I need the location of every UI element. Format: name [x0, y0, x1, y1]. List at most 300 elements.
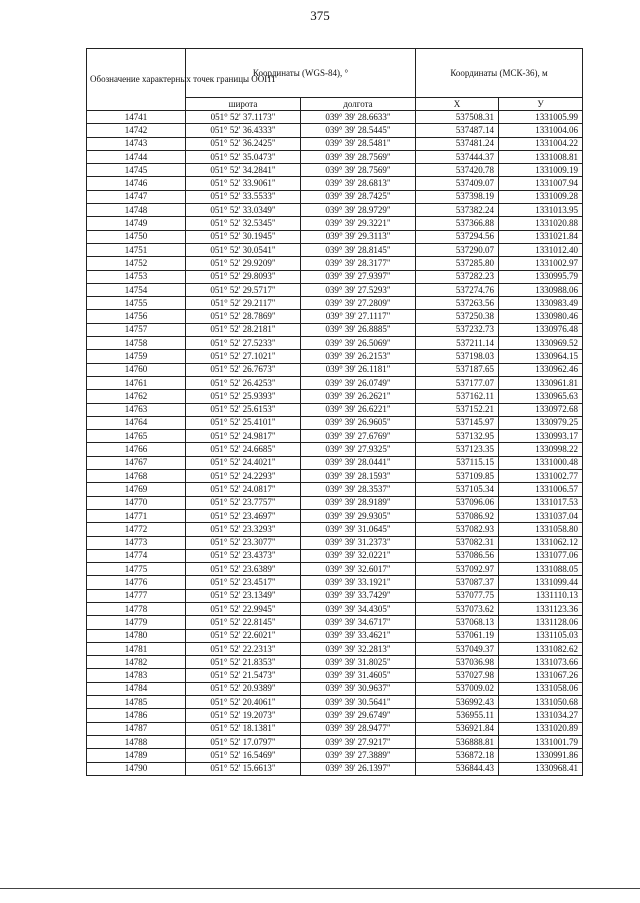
latitude-cell: 051° 52' 21.5473": [186, 669, 301, 682]
longitude-cell: 039° 39' 26.1181": [301, 363, 416, 376]
y-cell: 1330998.22: [499, 443, 583, 456]
latitude-cell: 051° 52' 27.5233": [186, 337, 301, 350]
point-id-cell: 14742: [87, 124, 186, 137]
table-row: [87, 270, 583, 283]
longitude-cell: 039° 39' 28.1593": [301, 470, 416, 483]
x-cell: 537086.92: [416, 509, 499, 522]
x-cell: 536992.43: [416, 696, 499, 709]
longitude-cell: 039° 39' 27.2809": [301, 297, 416, 310]
y-cell: 1330972.68: [499, 403, 583, 416]
x-cell: 537082.93: [416, 523, 499, 536]
point-id-cell: 14752: [87, 257, 186, 270]
table-row: [87, 376, 583, 389]
point-id-cell: 14763: [87, 403, 186, 416]
x-cell: 537263.56: [416, 297, 499, 310]
y-cell: 1331058.80: [499, 523, 583, 536]
point-id-cell: 14780: [87, 629, 186, 642]
latitude-cell: 051° 52' 33.9061": [186, 177, 301, 190]
longitude-cell: 039° 39' 28.0441": [301, 456, 416, 469]
latitude-cell: 051° 52' 33.0349": [186, 204, 301, 217]
point-id-cell: 14781: [87, 642, 186, 655]
x-cell: 537187.65: [416, 363, 499, 376]
point-id-cell: 14775: [87, 563, 186, 576]
longitude-cell: 039° 39' 26.5069": [301, 337, 416, 350]
header-designation: Обозначение характерных точек границы ООПТ: [87, 49, 186, 111]
point-id-cell: 14769: [87, 483, 186, 496]
longitude-cell: 039° 39' 30.9637": [301, 682, 416, 695]
header-msk36: Координаты (МСК-36), м: [416, 49, 583, 98]
x-cell: 536872.18: [416, 749, 499, 762]
longitude-cell: 039° 39' 27.9325": [301, 443, 416, 456]
longitude-cell: 039° 39' 31.2373": [301, 536, 416, 549]
table-row: [87, 762, 583, 775]
x-cell: 537250.38: [416, 310, 499, 323]
x-cell: 537444.37: [416, 150, 499, 163]
longitude-cell: 039° 39' 33.7429": [301, 589, 416, 602]
longitude-cell: 039° 39' 27.3889": [301, 749, 416, 762]
longitude-cell: 039° 39' 28.7569": [301, 150, 416, 163]
longitude-cell: 039° 39' 28.7425": [301, 190, 416, 203]
table-row: [87, 416, 583, 429]
table-row: [87, 656, 583, 669]
point-id-cell: 14745: [87, 164, 186, 177]
table-row: [87, 323, 583, 336]
table-row: [87, 337, 583, 350]
point-id-cell: 14782: [87, 656, 186, 669]
table-row: [87, 297, 583, 310]
x-cell: 537145.97: [416, 416, 499, 429]
latitude-cell: 051° 52' 23.6389": [186, 563, 301, 576]
latitude-cell: 051° 52' 25.4101": [186, 416, 301, 429]
latitude-cell: 051° 52' 23.7757": [186, 496, 301, 509]
y-cell: 1331099.44: [499, 576, 583, 589]
table-row: [87, 190, 583, 203]
longitude-cell: 039° 39' 26.6221": [301, 403, 416, 416]
y-cell: 1330965.63: [499, 390, 583, 403]
y-cell: 1331073.66: [499, 656, 583, 669]
table-row: [87, 523, 583, 536]
x-cell: 536888.81: [416, 735, 499, 748]
latitude-cell: 051° 52' 36.2425": [186, 137, 301, 150]
longitude-cell: 039° 39' 26.2621": [301, 390, 416, 403]
point-id-cell: 14778: [87, 602, 186, 615]
point-id-cell: 14787: [87, 722, 186, 735]
latitude-cell: 051° 52' 26.4253": [186, 376, 301, 389]
y-cell: 1331062.12: [499, 536, 583, 549]
table-row: [87, 536, 583, 549]
point-id-cell: 14773: [87, 536, 186, 549]
y-cell: 1331007.94: [499, 177, 583, 190]
x-cell: 537123.35: [416, 443, 499, 456]
point-id-cell: 14765: [87, 430, 186, 443]
y-cell: 1331012.40: [499, 243, 583, 256]
latitude-cell: 051° 52' 22.8145": [186, 616, 301, 629]
latitude-cell: 051° 52' 35.0473": [186, 150, 301, 163]
x-cell: 537294.56: [416, 230, 499, 243]
latitude-cell: 051° 52' 26.7673": [186, 363, 301, 376]
latitude-cell: 051° 52' 18.1381": [186, 722, 301, 735]
table-row: [87, 310, 583, 323]
longitude-cell: 039° 39' 27.9397": [301, 270, 416, 283]
point-id-cell: 14746: [87, 177, 186, 190]
y-cell: 1330962.46: [499, 363, 583, 376]
point-id-cell: 14777: [87, 589, 186, 602]
y-cell: 1331004.06: [499, 124, 583, 137]
table-row: [87, 403, 583, 416]
point-id-cell: 14759: [87, 350, 186, 363]
table-row: [87, 509, 583, 522]
longitude-cell: 039° 39' 28.6813": [301, 177, 416, 190]
table-row: [87, 669, 583, 682]
y-cell: 1331021.84: [499, 230, 583, 243]
table-row: [87, 629, 583, 642]
table-row: [87, 350, 583, 363]
table-row: [87, 563, 583, 576]
x-cell: 537049.37: [416, 642, 499, 655]
latitude-cell: 051° 52' 16.5469": [186, 749, 301, 762]
table-row: [87, 483, 583, 496]
latitude-cell: 051° 52' 24.4021": [186, 456, 301, 469]
x-cell: 537211.14: [416, 337, 499, 350]
longitude-cell: 039° 39' 28.7569": [301, 164, 416, 177]
x-cell: 537409.07: [416, 177, 499, 190]
point-id-cell: 14741: [87, 111, 186, 124]
longitude-cell: 039° 39' 33.1921": [301, 576, 416, 589]
x-cell: 537290.07: [416, 243, 499, 256]
point-id-cell: 14753: [87, 270, 186, 283]
y-cell: 1330979.25: [499, 416, 583, 429]
y-cell: 1330991.86: [499, 749, 583, 762]
y-cell: 1331082.62: [499, 642, 583, 655]
latitude-cell: 051° 52' 29.2117": [186, 297, 301, 310]
longitude-cell: 039° 39' 30.5641": [301, 696, 416, 709]
point-id-cell: 14785: [87, 696, 186, 709]
longitude-cell: 039° 39' 28.3537": [301, 483, 416, 496]
longitude-cell: 039° 39' 26.1397": [301, 762, 416, 775]
table-row: [87, 722, 583, 735]
coordinates-table: [86, 48, 583, 776]
longitude-cell: 039° 39' 34.6717": [301, 616, 416, 629]
latitude-cell: 051° 52' 28.2181": [186, 323, 301, 336]
latitude-cell: 051° 52' 30.1945": [186, 230, 301, 243]
y-cell: 1330980.46: [499, 310, 583, 323]
y-cell: 1330964.15: [499, 350, 583, 363]
table-row: [87, 150, 583, 163]
point-id-cell: 14771: [87, 509, 186, 522]
latitude-cell: 051° 52' 15.6613": [186, 762, 301, 775]
x-cell: 537092.97: [416, 563, 499, 576]
table-row: [87, 283, 583, 296]
longitude-cell: 039° 39' 29.3221": [301, 217, 416, 230]
latitude-cell: 051° 52' 25.6153": [186, 403, 301, 416]
latitude-cell: 051° 52' 30.0541": [186, 243, 301, 256]
longitude-cell: 039° 39' 28.3177": [301, 257, 416, 270]
y-cell: 1330976.48: [499, 323, 583, 336]
x-cell: 537152.21: [416, 403, 499, 416]
table-row: [87, 443, 583, 456]
y-cell: 1330961.81: [499, 376, 583, 389]
y-cell: 1331006.57: [499, 483, 583, 496]
y-cell: 1330995.79: [499, 270, 583, 283]
table-row: [87, 204, 583, 217]
point-id-cell: 14764: [87, 416, 186, 429]
longitude-cell: 039° 39' 32.0221": [301, 549, 416, 562]
table-row: [87, 390, 583, 403]
latitude-cell: 051° 52' 23.3293": [186, 523, 301, 536]
table-row: [87, 616, 583, 629]
x-cell: 537177.07: [416, 376, 499, 389]
longitude-cell: 039° 39' 28.6633": [301, 111, 416, 124]
x-cell: 537036.98: [416, 656, 499, 669]
y-cell: 1331004.22: [499, 137, 583, 150]
y-cell: 1331002.97: [499, 257, 583, 270]
longitude-cell: 039° 39' 28.9729": [301, 204, 416, 217]
header-wgs84: Координаты (WGS-84), °: [186, 49, 416, 98]
point-id-cell: 14744: [87, 150, 186, 163]
table-row: [87, 243, 583, 256]
y-cell: 1330983.49: [499, 297, 583, 310]
longitude-cell: 039° 39' 29.6749": [301, 709, 416, 722]
longitude-cell: 039° 39' 31.0645": [301, 523, 416, 536]
point-id-cell: 14788: [87, 735, 186, 748]
point-id-cell: 14762: [87, 390, 186, 403]
y-cell: 1331008.81: [499, 150, 583, 163]
footer-divider: [0, 888, 640, 889]
y-cell: 1331017.53: [499, 496, 583, 509]
x-cell: 537027.98: [416, 669, 499, 682]
latitude-cell: 051° 52' 29.9209": [186, 257, 301, 270]
y-cell: 1330988.06: [499, 283, 583, 296]
latitude-cell: 051° 52' 19.2073": [186, 709, 301, 722]
longitude-cell: 039° 39' 27.5293": [301, 283, 416, 296]
point-id-cell: 14784: [87, 682, 186, 695]
latitude-cell: 051° 52' 20.4061": [186, 696, 301, 709]
x-cell: 537232.73: [416, 323, 499, 336]
table-body: [87, 111, 583, 776]
x-cell: 537481.24: [416, 137, 499, 150]
table-row: [87, 496, 583, 509]
point-id-cell: 14774: [87, 549, 186, 562]
table-row: [87, 602, 583, 615]
y-cell: 1331067.26: [499, 669, 583, 682]
x-cell: 537077.75: [416, 589, 499, 602]
latitude-cell: 051° 52' 20.9389": [186, 682, 301, 695]
x-cell: 537009.02: [416, 682, 499, 695]
latitude-cell: 051° 52' 23.1349": [186, 589, 301, 602]
latitude-cell: 051° 52' 23.4373": [186, 549, 301, 562]
longitude-cell: 039° 39' 32.2813": [301, 642, 416, 655]
x-cell: 537132.95: [416, 430, 499, 443]
y-cell: 1330968.41: [499, 762, 583, 775]
latitude-cell: 051° 52' 28.7869": [186, 310, 301, 323]
point-id-cell: 14776: [87, 576, 186, 589]
longitude-cell: 039° 39' 27.1117": [301, 310, 416, 323]
table-row: [87, 124, 583, 137]
x-cell: 537109.85: [416, 470, 499, 483]
table-row: [87, 363, 583, 376]
y-cell: 1331000.48: [499, 456, 583, 469]
longitude-cell: 039° 39' 26.0749": [301, 376, 416, 389]
latitude-cell: 051° 52' 24.2293": [186, 470, 301, 483]
latitude-cell: 051° 52' 22.6021": [186, 629, 301, 642]
y-cell: 1331002.77: [499, 470, 583, 483]
table-row: [87, 735, 583, 748]
x-cell: 537105.34: [416, 483, 499, 496]
longitude-cell: 039° 39' 26.2153": [301, 350, 416, 363]
y-cell: 1331009.28: [499, 190, 583, 203]
table-row: [87, 589, 583, 602]
table-row: [87, 709, 583, 722]
y-cell: 1331128.06: [499, 616, 583, 629]
table-row: [87, 430, 583, 443]
latitude-cell: 051° 52' 24.9817": [186, 430, 301, 443]
header-y: У: [499, 98, 583, 111]
table-row: [87, 549, 583, 562]
y-cell: 1331034.27: [499, 709, 583, 722]
x-cell: 537061.19: [416, 629, 499, 642]
y-cell: 1330993.17: [499, 430, 583, 443]
table-row: [87, 230, 583, 243]
header-latitude: широта: [186, 98, 301, 111]
x-cell: 537382.24: [416, 204, 499, 217]
table-row: [87, 111, 583, 124]
x-cell: 537086.56: [416, 549, 499, 562]
latitude-cell: 051° 52' 24.0817": [186, 483, 301, 496]
longitude-cell: 039° 39' 27.6769": [301, 430, 416, 443]
latitude-cell: 051° 52' 29.8093": [186, 270, 301, 283]
y-cell: 1331105.03: [499, 629, 583, 642]
x-cell: 537398.19: [416, 190, 499, 203]
longitude-cell: 039° 39' 31.4605": [301, 669, 416, 682]
x-cell: 537087.37: [416, 576, 499, 589]
page-number: 375: [310, 8, 330, 23]
table-row: [87, 749, 583, 762]
point-id-cell: 14761: [87, 376, 186, 389]
longitude-cell: 039° 39' 28.5481": [301, 137, 416, 150]
latitude-cell: 051° 52' 27.1021": [186, 350, 301, 363]
header-longitude: долгота: [301, 98, 416, 111]
table-row: [87, 696, 583, 709]
x-cell: 537366.88: [416, 217, 499, 230]
latitude-cell: 051° 52' 23.4517": [186, 576, 301, 589]
latitude-cell: 051° 52' 17.0797": [186, 735, 301, 748]
x-cell: 537073.62: [416, 602, 499, 615]
latitude-cell: 051° 52' 32.5345": [186, 217, 301, 230]
x-cell: 537162.11: [416, 390, 499, 403]
longitude-cell: 039° 39' 29.9305": [301, 509, 416, 522]
point-id-cell: 14756: [87, 310, 186, 323]
x-cell: 537115.15: [416, 456, 499, 469]
longitude-cell: 039° 39' 26.8885": [301, 323, 416, 336]
x-cell: 537096.06: [416, 496, 499, 509]
longitude-cell: 039° 39' 29.3113": [301, 230, 416, 243]
y-cell: 1331058.06: [499, 682, 583, 695]
y-cell: 1331020.88: [499, 217, 583, 230]
table-row: [87, 456, 583, 469]
latitude-cell: 051° 52' 24.6685": [186, 443, 301, 456]
longitude-cell: 039° 39' 26.9605": [301, 416, 416, 429]
x-cell: 537282.23: [416, 270, 499, 283]
y-cell: 1330969.52: [499, 337, 583, 350]
point-id-cell: 14747: [87, 190, 186, 203]
latitude-cell: 051° 52' 37.1173": [186, 111, 301, 124]
x-cell: 537198.03: [416, 350, 499, 363]
y-cell: 1331013.95: [499, 204, 583, 217]
latitude-cell: 051° 52' 34.2841": [186, 164, 301, 177]
longitude-cell: 039° 39' 28.8145": [301, 243, 416, 256]
point-id-cell: 14783: [87, 669, 186, 682]
table-row: [87, 177, 583, 190]
y-cell: 1331077.06: [499, 549, 583, 562]
y-cell: 1331123.36: [499, 602, 583, 615]
longitude-cell: 039° 39' 33.4621": [301, 629, 416, 642]
x-cell: 537508.31: [416, 111, 499, 124]
latitude-cell: 051° 52' 36.4333": [186, 124, 301, 137]
table-row: [87, 257, 583, 270]
y-cell: 1331037.04: [499, 509, 583, 522]
table-row: [87, 137, 583, 150]
point-id-cell: 14743: [87, 137, 186, 150]
point-id-cell: 14766: [87, 443, 186, 456]
x-cell: 537274.76: [416, 283, 499, 296]
latitude-cell: 051° 52' 22.9945": [186, 602, 301, 615]
longitude-cell: 039° 39' 34.4305": [301, 602, 416, 615]
longitude-cell: 039° 39' 32.6017": [301, 563, 416, 576]
point-id-cell: 14779: [87, 616, 186, 629]
x-cell: 536844.43: [416, 762, 499, 775]
table-row: [87, 576, 583, 589]
x-cell: 537082.31: [416, 536, 499, 549]
table-row: [87, 642, 583, 655]
latitude-cell: 051° 52' 33.5533": [186, 190, 301, 203]
point-id-cell: 14750: [87, 230, 186, 243]
x-cell: 537487.14: [416, 124, 499, 137]
y-cell: 1331088.05: [499, 563, 583, 576]
longitude-cell: 039° 39' 31.8025": [301, 656, 416, 669]
x-cell: 536955.11: [416, 709, 499, 722]
x-cell: 536921.84: [416, 722, 499, 735]
y-cell: 1331001.79: [499, 735, 583, 748]
point-id-cell: 14751: [87, 243, 186, 256]
latitude-cell: 051° 52' 25.9393": [186, 390, 301, 403]
point-id-cell: 14789: [87, 749, 186, 762]
y-cell: 1331110.13: [499, 589, 583, 602]
y-cell: 1331020.89: [499, 722, 583, 735]
latitude-cell: 051° 52' 21.8353": [186, 656, 301, 669]
table-row: [87, 470, 583, 483]
table-row: [87, 217, 583, 230]
x-cell: 537068.13: [416, 616, 499, 629]
x-cell: 537285.80: [416, 257, 499, 270]
header-x: X: [416, 98, 499, 111]
latitude-cell: 051° 52' 23.3077": [186, 536, 301, 549]
y-cell: 1331005.99: [499, 111, 583, 124]
point-id-cell: 14760: [87, 363, 186, 376]
longitude-cell: 039° 39' 28.9477": [301, 722, 416, 735]
longitude-cell: 039° 39' 28.5445": [301, 124, 416, 137]
x-cell: 537420.78: [416, 164, 499, 177]
point-id-cell: 14768: [87, 470, 186, 483]
table-row: [87, 164, 583, 177]
point-id-cell: 14757: [87, 323, 186, 336]
point-id-cell: 14767: [87, 456, 186, 469]
point-id-cell: 14772: [87, 523, 186, 536]
latitude-cell: 051° 52' 22.2313": [186, 642, 301, 655]
point-id-cell: 14748: [87, 204, 186, 217]
latitude-cell: 051° 52' 23.4697": [186, 509, 301, 522]
longitude-cell: 039° 39' 27.9217": [301, 735, 416, 748]
latitude-cell: 051° 52' 29.5717": [186, 283, 301, 296]
